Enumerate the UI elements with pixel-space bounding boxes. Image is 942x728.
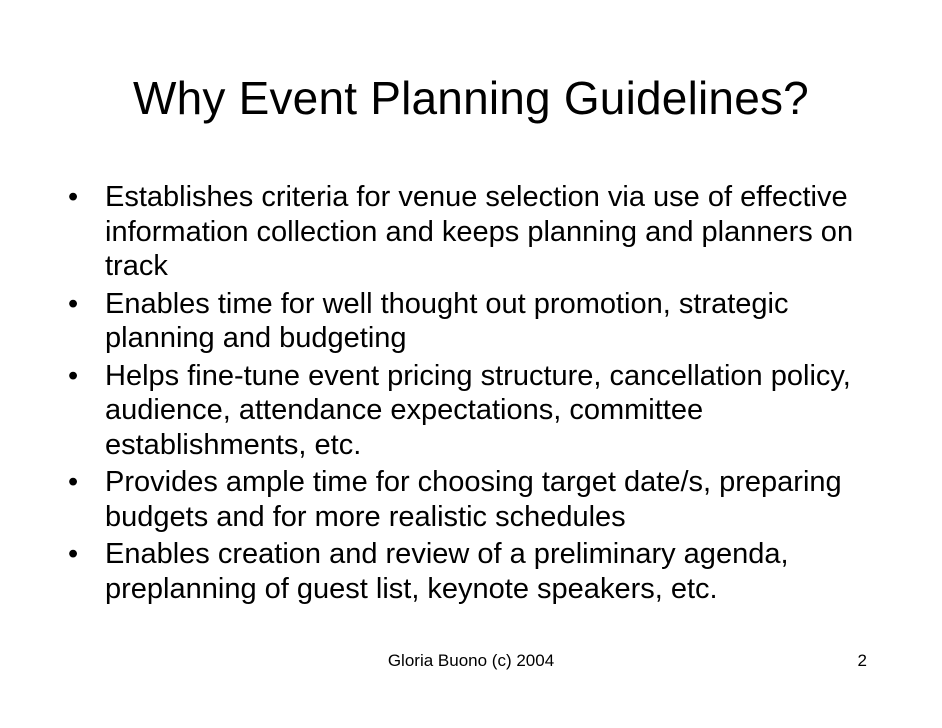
- bullet-text: Enables creation and review of a preliminary agenda, preplanning of guest list, keynote speakers, etc.: [105, 538, 789, 605]
- bullet-dot-icon: •: [68, 538, 79, 570]
- bullet-item: [66, 180, 886, 284]
- slide-title: Why Event Planning Guidelines?: [133, 72, 809, 124]
- bullet-text: Helps fine-tune event pricing structure, cancellation policy, audience, attendance expectations, committee establishments, etc.: [105, 359, 851, 461]
- bullet-dot-icon: •: [68, 181, 79, 213]
- bullet-dot-icon: •: [68, 466, 79, 498]
- bullet-text: Provides ample time for choosing target date/s, preparing budgets and for more realistic schedules: [105, 466, 842, 533]
- bullet-text: Enables time for well thought out promotion, strategic planning and budgeting: [105, 287, 789, 354]
- bullet-list: [66, 180, 886, 609]
- footer-copyright: Gloria Buono (c) 2004: [387, 651, 555, 670]
- bullet-item: [66, 537, 886, 606]
- page-number: 2: [857, 651, 867, 670]
- bullet-item: [66, 465, 886, 534]
- bullet-item: [66, 287, 886, 356]
- bullet-item: [66, 359, 886, 463]
- bullet-dot-icon: •: [68, 287, 79, 320]
- bullet-text: Establishes criteria for venue selection via use of effective information collection and keeps planning and planners on track: [105, 181, 854, 282]
- bullet-dot-icon: •: [68, 359, 79, 392]
